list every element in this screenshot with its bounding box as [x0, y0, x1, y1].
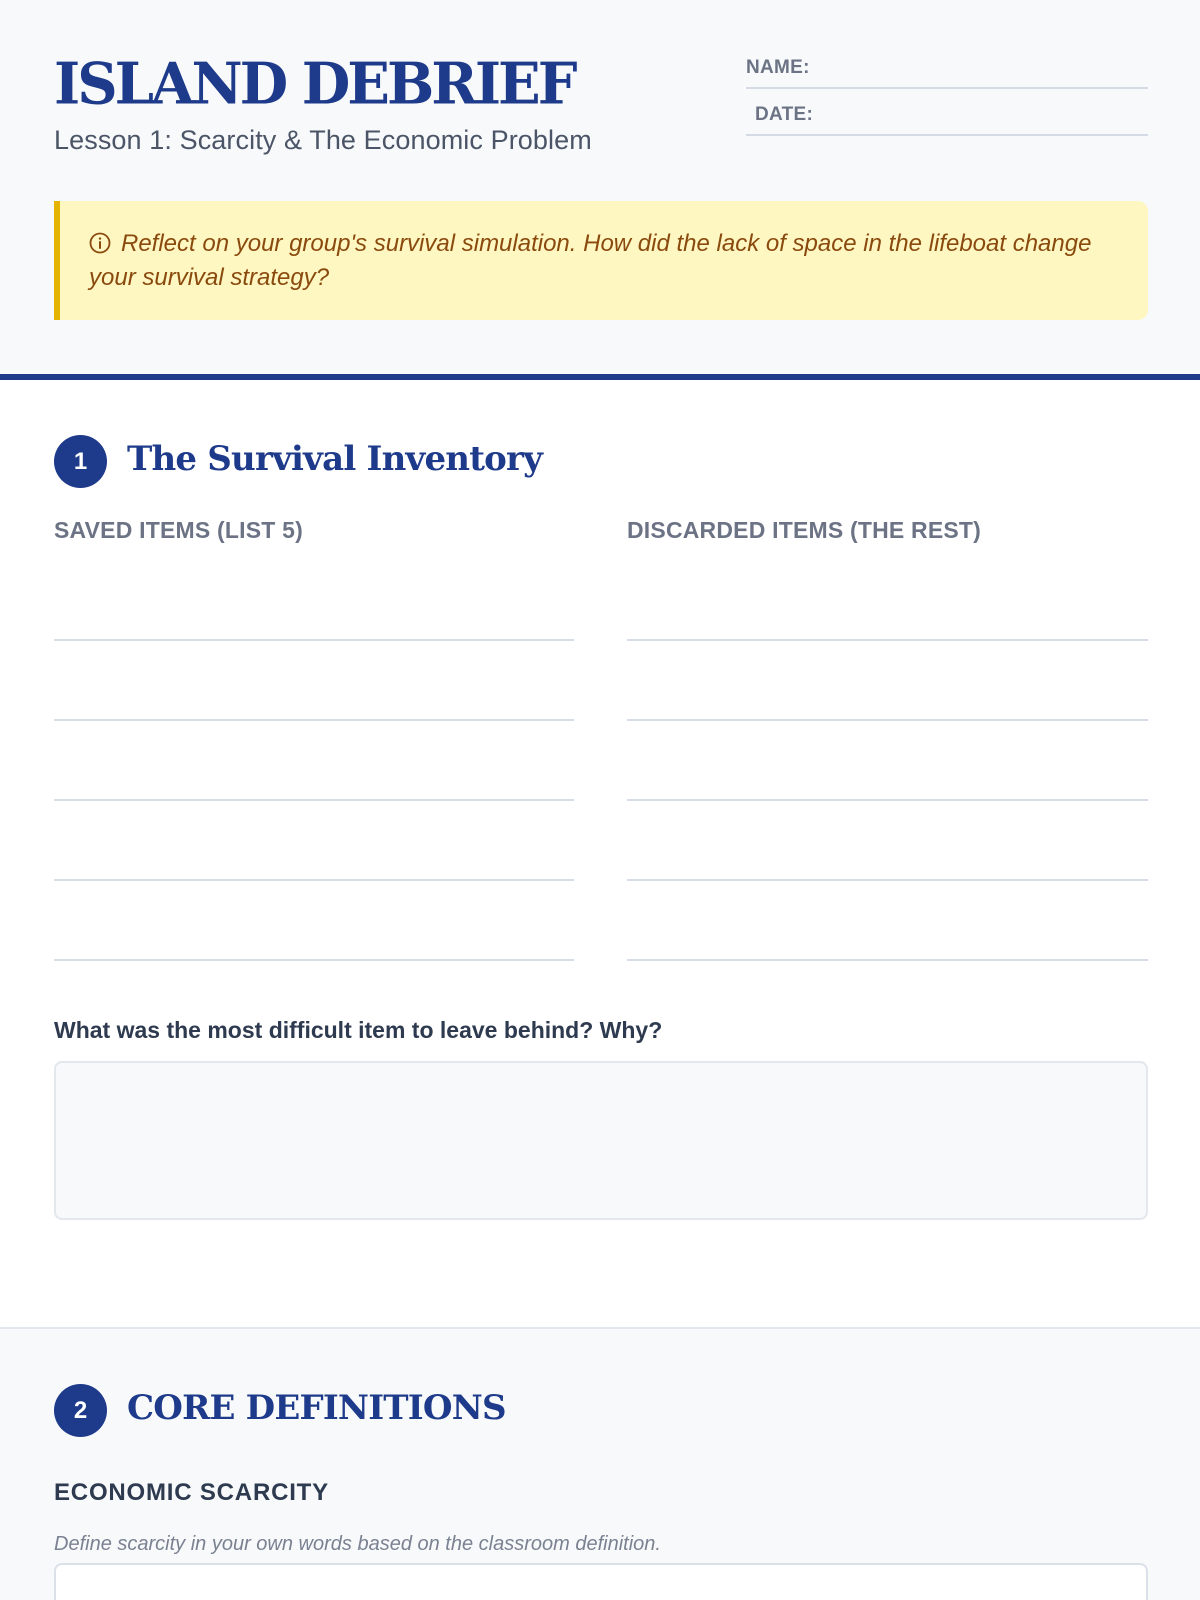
discarded-items-header: DISCARDED ITEMS (THE REST): [627, 517, 982, 543]
discarded-item-line[interactable]: [627, 639, 1148, 641]
section-title: The Survival Inventory: [127, 439, 543, 479]
date-field[interactable]: [746, 106, 1148, 136]
section-number-badge: 2: [54, 1384, 107, 1437]
name-field[interactable]: [746, 59, 1148, 89]
discarded-item-line[interactable]: [627, 879, 1148, 881]
name-label: NAME:: [746, 57, 810, 78]
definition-heading: ECONOMIC SCARCITY: [54, 1479, 329, 1506]
callout-text: Reflect on your group's survival simulation. How did the lack of space in the lifeboat change your survival strategy?: [89, 230, 1092, 291]
difficult-item-answer-box[interactable]: [54, 1061, 1148, 1220]
info-icon: [89, 232, 111, 254]
worksheet-header: [0, 0, 1200, 376]
page-title: ISLAND DEBRIEF: [54, 50, 575, 118]
definition-hint: Define scarcity in your own words based on the classroom definition.: [54, 1533, 661, 1555]
section-number-badge: 1: [54, 435, 107, 488]
discarded-item-line[interactable]: [627, 959, 1148, 961]
saved-item-line[interactable]: [54, 639, 574, 641]
saved-item-line[interactable]: [54, 719, 574, 721]
section-title: CORE DEFINITIONS: [127, 1388, 506, 1428]
definition-answer-box[interactable]: [54, 1563, 1148, 1600]
reflection-callout: [54, 201, 1148, 320]
date-label: DATE:: [755, 104, 814, 125]
discarded-item-line[interactable]: [627, 719, 1148, 721]
saved-item-line[interactable]: [54, 959, 574, 961]
discarded-item-line[interactable]: [627, 799, 1148, 801]
saved-item-line[interactable]: [54, 799, 574, 801]
saved-items-header: SAVED ITEMS (LIST 5): [54, 517, 303, 543]
difficult-item-question: What was the most difficult item to leave behind? Why?: [54, 1017, 663, 1043]
section-core-definitions: [0, 1329, 1200, 1600]
saved-item-line[interactable]: [54, 879, 574, 881]
lesson-subtitle: Lesson 1: Scarcity & The Economic Problem: [54, 125, 592, 155]
section-survival-inventory: [0, 380, 1200, 1328]
